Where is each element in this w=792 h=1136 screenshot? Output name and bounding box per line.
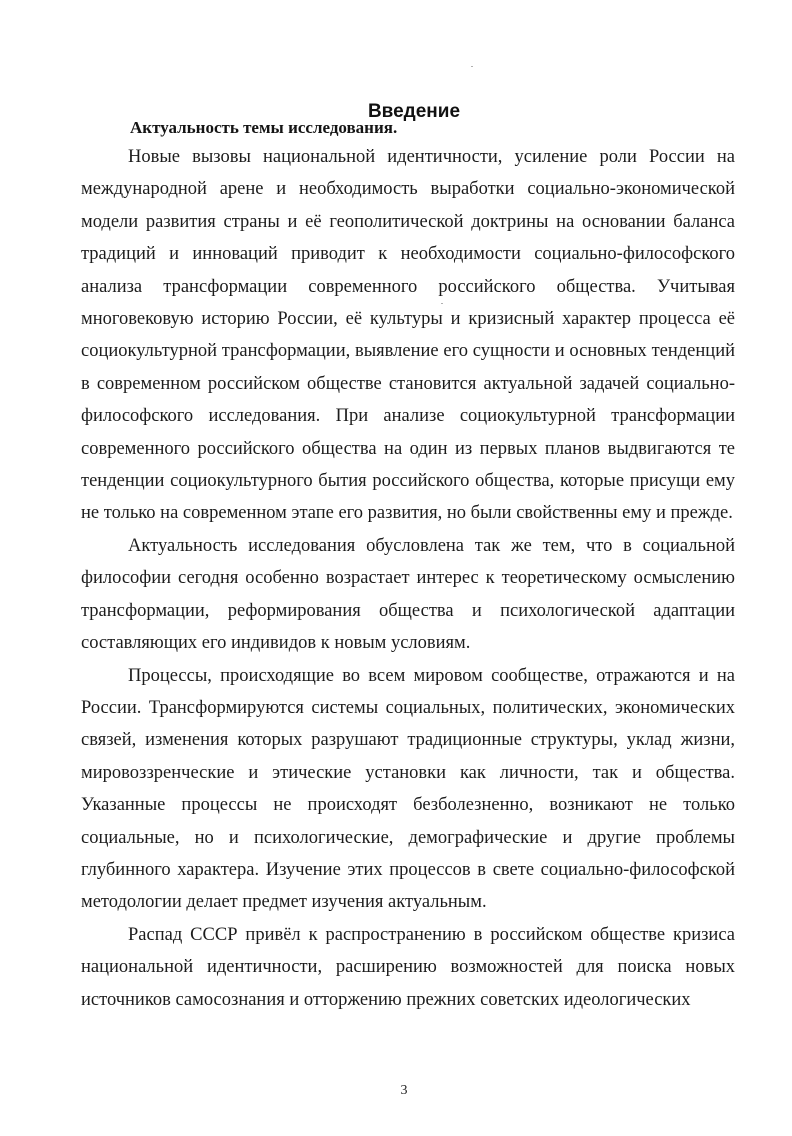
paragraph: Новые вызовы национальной идентичности, усиление роли России на международной арене и необходимость выработки социально-экономической модели развития страны и её геополитической доктрины на основании баланса традиций и инноваций приводит к необходимости социально-философского анализа трансформации современного российского общества. Учитывая многовековую историю России, её культуры и кризисный характер процесса её социокультурной трансформации, выявление его сущности и основных тенденций в современном российском обществе становится актуальной задачей социально-философского исследования. При анализе социокультурной трансформации современного российского общества на один из первых планов выдвигаются те тенденции социокультурного бытия российского общества, которые присущи ему не только на современном этапе его развития, но были свойственны ему и прежде. — [81, 147, 735, 524]
page-title: Введение — [367, 100, 461, 122]
paragraph: Актуальность исследования обусловлена так же тем, что в социальной философии сегодня особенно возрастает интерес к теоретическому осмыслению трансформации, реформирования общества и психологической адаптации составляющих его индивидов к новым условиям. — [81, 535, 735, 654]
paragraph: Распад СССР привёл к распространению в российском обществе кризиса национальной идентичности, расширению возможностей для поиска новых источников самосознания и отторжению прежних советских идеологических — [81, 924, 735, 1010]
body-text — [81, 141, 735, 1016]
scan-speck — [471, 66, 473, 67]
paragraph: Процессы, происходящие во всем мировом сообществе, отражаются и на России. Трансформируются системы социальных, политических, экономических связей, изменения которых разрушают традиционные структуры, уклад жизни, мировоззренческие и этические установки как личности, так и общества. Указанные процессы не происходят безболезненно, возникают не только социальные, но и психологические, демографические и другие проблемы глубинного характера. Изучение этих процессов в свете социально-философской методологии делает предмет изучения актуальным. — [81, 665, 735, 913]
page-number: 3 — [400, 1083, 408, 1098]
section-heading: Актуальность темы исследования. — [130, 118, 398, 137]
